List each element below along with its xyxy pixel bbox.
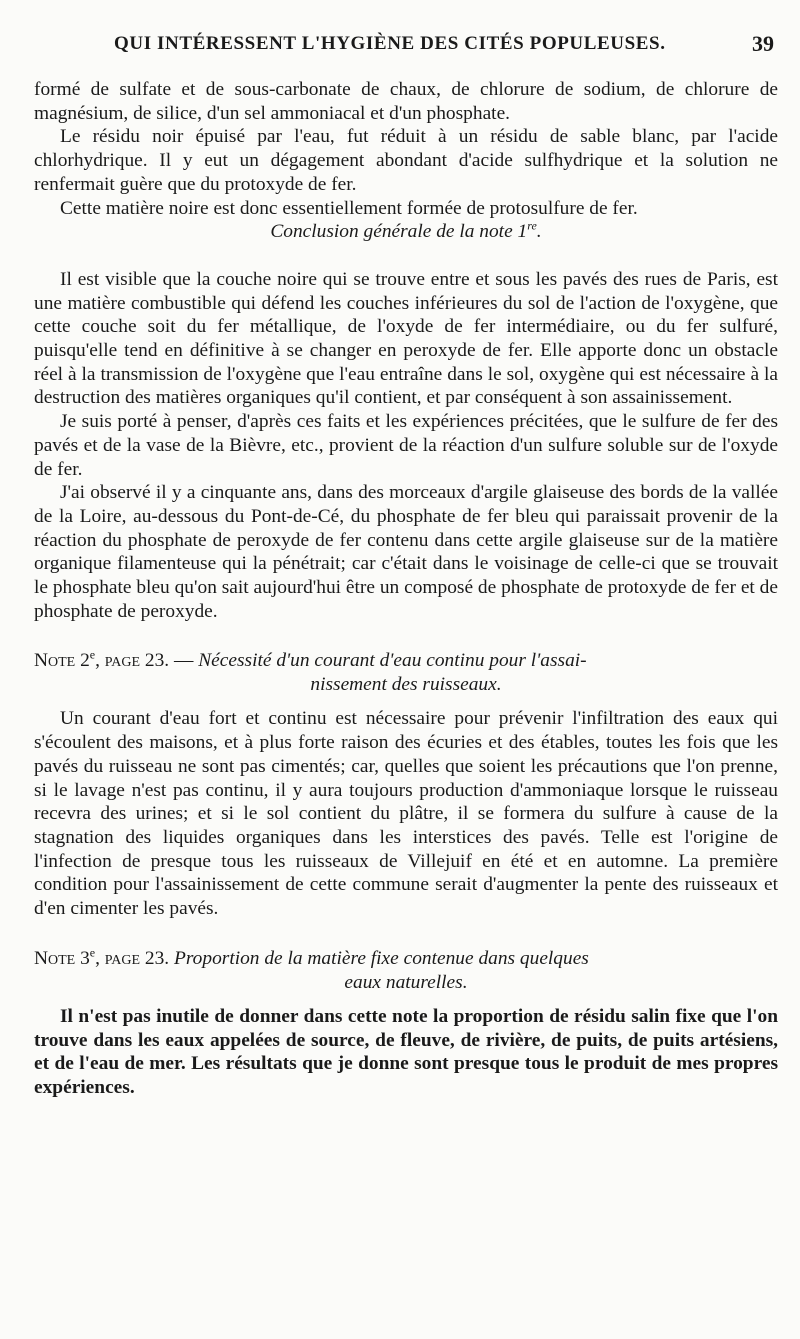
paragraph-continued: formé de sulfate et de sous-carbonate de chaux, de chlorure de sodium, de chlorure de magnésium, de silice, d'un sel ammoniacal et d'un phosphate. [34, 79, 778, 124]
paragraph-black-matter: Cette matière noire est donc essentiellement formée de protosulfure de fer. [60, 197, 638, 219]
note-2-body: Un courant d'eau fort et continu est nécessaire pour prévenir l'infiltration des eaux qui s'écoulent des maisons, et à plus forte raison des écuries et des étables, toutes les fois que les pavés du ruisseau ne sont pas cimentés; car, quelles que soient les précautions que l'on prenne, si le lavage n'est pas continu, il y aura toujours production d'ammoniaque lorsque le ruisseau recevra des urines; et si le sol contient du plâtre, il se formera du sulfure à cause de la stagnation des liquides organiques dans les interstices des pavés. Telle est l'origine de l'infection de presque tous les ruisseaux de Villejuif en été et en automne. La première condition pour l'assainissement de cette commune serait d'augmenter la pente des ruisseaux et d'en cimenter les pavés. [34, 708, 778, 920]
note-3-label: Note 3 [34, 947, 90, 969]
paragraph-residue: Le résidu noir épuisé par l'eau, fut réduit à un résidu de sable blanc, par l'acide chlorhydrique. Il y eut un dégagement abondant d'acide sulfhydrique et la solution ne renfermait guère que du protoxyde de fer. [34, 126, 778, 195]
note-2-label: Note 2 [34, 650, 90, 672]
note-3-page-ref: , page 23. [95, 947, 170, 969]
paragraph-loire-observation: J'ai observé il y a cinquante ans, dans des morceaux d'argile glaiseuse des bords de la vallée de la Loire, au-dessous du Pont-de-Cé, du phosphate de fer bleu qui paraissait provenir de la réaction du phosphate de peroxyde de fer contenu dans cette argile glaiseuse sur de la matière organique filamenteuse qui la pénétrait; car c'était dans le voisinage de celle-ci que se trouvait le phosphate bleu qu'on sait aujourd'hui être un composé de phosphate de protoxyde de fer et de phosphate de peroxyde. [34, 482, 778, 622]
conclusion-heading-sup: re [527, 218, 537, 233]
note-3-label-sup: e [89, 945, 96, 960]
note-2-page-ref: , page 23. — [95, 650, 194, 672]
note-3-body: Il n'est pas inutile de donner dans cette note la proportion de résidu salin fixe que l'on trouve dans les eaux appelées de source, de fleuve, de rivière, de puits, de puits artésiens, et de l'eau de mer. Les résultats que je donne sont presque tous le produit de mes propres expériences. [34, 1005, 778, 1098]
running-title: QUI INTÉRESSENT L'HYGIÈNE DES CITÉS POPULEUSES. [114, 33, 666, 54]
conclusion-heading-end: . [536, 221, 542, 243]
note-3-title-line2: eaux naturelles. [344, 971, 468, 993]
conclusion-heading [34, 220, 778, 244]
note-3-heading [34, 947, 778, 995]
paragraph-iron-sulfide: Je suis porté à penser, d'après ces faits et les expériences précitées, que le sulfure de fer des pavés et de la vase de la Bièvre, etc., provient de la réaction d'un sulfure soluble sur de l'oxyde de fer. [34, 411, 778, 480]
page-header [30, 33, 780, 63]
page-number: 39 [752, 31, 774, 56]
page-body [34, 78, 778, 1100]
conclusion-heading-text: Conclusion générale de la note 1 [270, 221, 528, 243]
note-3-title-line1: Proportion de la matière fixe contenue dans quelques [174, 947, 589, 969]
note-2-label-sup: e [89, 648, 96, 662]
note-2-heading [34, 649, 778, 697]
note-2-title-line1: Nécessité d'un courant d'eau continu pour l'assai- [198, 650, 587, 672]
note-2-title-line2: nissement des ruisseaux. [310, 674, 502, 696]
paragraph-conclusion: Il est visible que la couche noire qui se trouve entre et sous les pavés des rues de Paris, est une matière combustible qui défend les couches inférieures du sol de l'action de l'oxygène, que cette couche soit du fer métallique, de l'oxyde de fer intermédiaire, ou du fer sulfuré, puisqu'elle tend en définitive à se changer en peroxyde de fer. Elle apporte donc un obstacle réel à la transmission de l'oxygène que l'eau entraîne dans le sol, oxygène qui est nécessaire à la destruction des matières organiques qu'il contient, et par conséquent à son assainissement. [34, 268, 778, 409]
